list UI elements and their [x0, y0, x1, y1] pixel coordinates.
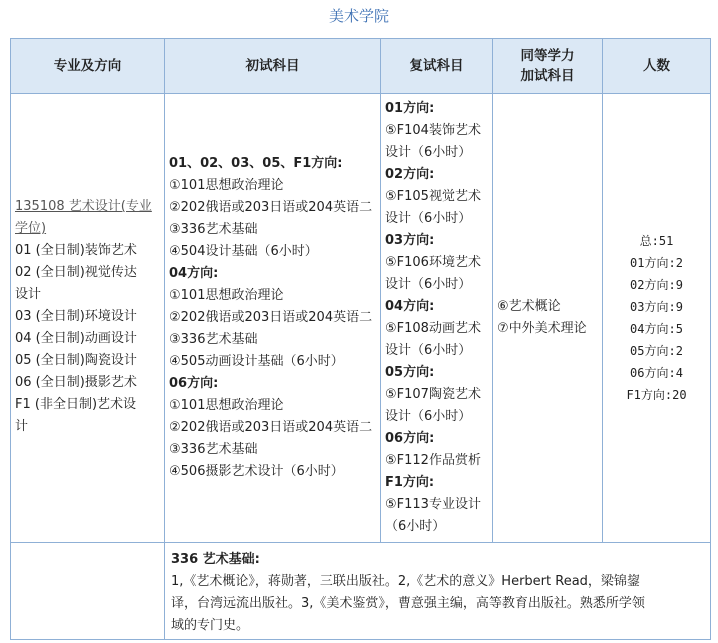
retest-cell	[381, 94, 493, 543]
initial-subject: ④506摄影艺术设计（6小时）	[169, 464, 344, 479]
initial-subject: ②202俄语或203日语或204英语二	[169, 200, 373, 215]
header-extra-line1: 同等学力	[520, 48, 575, 64]
major-cell	[11, 94, 165, 543]
major-direction: 04 (全日制)动画设计	[15, 331, 137, 346]
reference-cell	[165, 543, 711, 640]
initial-group-heading: 06方向:	[169, 376, 219, 391]
major-direction: 02 (全日制)视觉传达	[15, 265, 137, 280]
header-major: 专业及方向	[11, 39, 165, 94]
header-row	[11, 39, 711, 94]
extra-subject: ⑦中外美术理论	[497, 321, 587, 336]
retest-subject: ⑤F112作品赏析	[385, 453, 481, 468]
count-line: 05方向:2	[630, 344, 683, 358]
major-direction: 05 (全日制)陶瓷设计	[15, 353, 137, 368]
retest-subject: ⑤F104装饰艺术	[385, 123, 481, 138]
extra-cell	[493, 94, 603, 543]
count-line: 04方向:5	[630, 322, 683, 336]
count-line: 02方向:9	[630, 278, 683, 292]
retest-group-heading: 05方向:	[385, 365, 435, 380]
major-code-link-cont[interactable]: 学位)	[15, 221, 47, 236]
retest-subject: 设计（6小时）	[385, 277, 472, 292]
header-count: 人数	[603, 39, 711, 94]
admission-table	[10, 38, 711, 640]
major-direction: 03 (全日制)环境设计	[15, 309, 137, 324]
retest-subject: 设计（6小时）	[385, 145, 472, 160]
extra-subject: ⑥艺术概论	[497, 299, 561, 314]
initial-subject: ②202俄语或203日语或204英语二	[169, 310, 373, 325]
retest-group-heading: 03方向:	[385, 233, 435, 248]
retest-subject: （6小时）	[385, 519, 446, 534]
major-direction: 设计	[15, 287, 42, 302]
major-code-link[interactable]: 135108 艺术设计(专业	[15, 199, 152, 214]
initial-group-heading: 01、02、03、05、F1方向:	[169, 156, 343, 171]
major-direction: 06 (全日制)摄影艺术	[15, 375, 137, 390]
count-line: 06方向:4	[630, 366, 683, 380]
retest-subject: ⑤F106环境艺术	[385, 255, 481, 270]
reference-text: 域的专门史。	[171, 618, 250, 633]
retest-subject: ⑤F113专业设计	[385, 497, 481, 512]
initial-subject: ④505动画设计基础（6小时）	[169, 354, 344, 369]
retest-subject: 设计（6小时）	[385, 409, 472, 424]
initial-subject: ③336艺术基础	[169, 332, 258, 347]
initial-subject: ②202俄语或203日语或204英语二	[169, 420, 373, 435]
count-line: F1方向:20	[626, 388, 687, 402]
retest-subject: ⑤F108动画艺术	[385, 321, 481, 336]
initial-group-heading: 04方向:	[169, 266, 219, 281]
retest-group-heading: 06方向:	[385, 431, 435, 446]
page-title: 美术学院	[328, 7, 389, 25]
header-extra-line2: 加试科目	[520, 68, 575, 84]
count-line: 01方向:2	[630, 256, 683, 270]
retest-group-heading: 02方向:	[385, 167, 435, 182]
count-line: 03方向:9	[630, 300, 683, 314]
reference-heading: 336 艺术基础:	[171, 552, 260, 567]
header-extra	[493, 39, 603, 94]
initial-subject: ①101思想政治理论	[169, 178, 284, 193]
initial-subject: ④504设计基础（6小时）	[169, 244, 318, 259]
initial-subject: ③336艺术基础	[169, 442, 258, 457]
initial-subject: ①101思想政治理论	[169, 288, 284, 303]
header-retest: 复试科目	[381, 39, 493, 94]
header-initial: 初试科目	[165, 39, 381, 94]
retest-subject: 设计（6小时）	[385, 343, 472, 358]
reference-text: 1,《艺术概论》，蒋勋著，三联出版社。2,《艺术的意义》Herbert Read，梁锦鋆	[171, 574, 640, 589]
retest-subject: ⑤F105视觉艺术	[385, 189, 481, 204]
initial-subject: ③336艺术基础	[169, 222, 258, 237]
retest-group-heading: F1方向:	[385, 475, 435, 490]
reference-text: 译，台湾远流出版社。3,《美术鉴赏》，曹意强主编，高等教育出版社。熟悉所学领	[171, 596, 645, 611]
major-direction: 计	[15, 419, 29, 434]
reference-empty-cell	[11, 543, 165, 640]
reference-row	[11, 543, 711, 640]
initial-cell	[165, 94, 381, 543]
retest-subject: ⑤F107陶瓷艺术	[385, 387, 481, 402]
count-cell	[603, 94, 711, 543]
major-direction: 01 (全日制)装饰艺术	[15, 243, 137, 258]
major-direction: F1 (非全日制)艺术设	[15, 397, 137, 412]
body-row	[11, 94, 711, 543]
retest-subject: 设计（6小时）	[385, 211, 472, 226]
count-line: 总:51	[639, 234, 674, 248]
retest-group-heading: 04方向:	[385, 299, 435, 314]
retest-group-heading: 01方向:	[385, 101, 435, 116]
initial-subject: ①101思想政治理论	[169, 398, 284, 413]
